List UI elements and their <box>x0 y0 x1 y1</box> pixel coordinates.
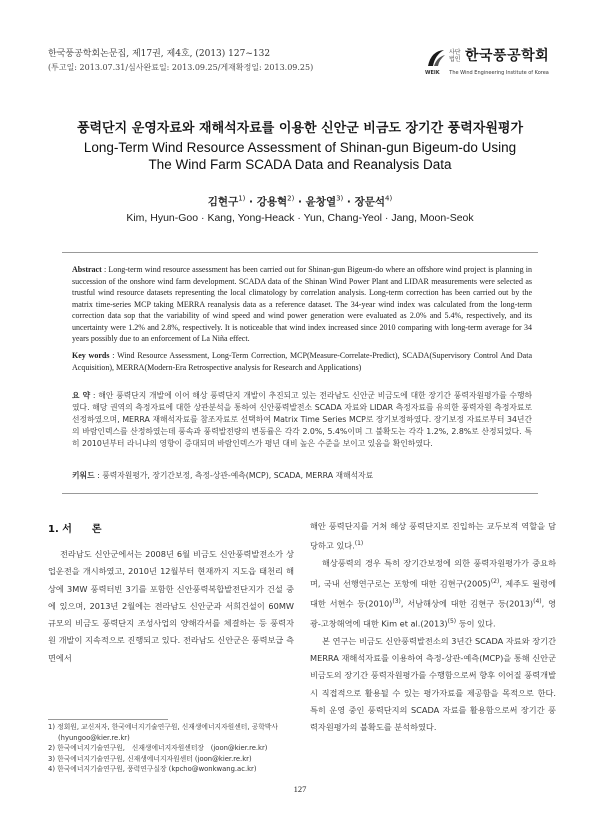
section-heading-introduction: 1. 서 론 <box>48 524 102 535</box>
abstract <box>72 264 532 345</box>
intro-paragraph-3: 본 연구는 비금도 신안풍력발전소의 3년간 SCADA 자료와 장기간 MERRA 재해석자료를 이용하여 측정-상관-예측(MCP)을 통해 신안군 비금도의 장기간 풍력자원평가를 수행함으로써 향후 이어질 풍력개발 시 직접적으로 활용될 수 있는 평가자료를 제공함을 목적으로 한다. 특히 운영 중인 풍력단지의 SCADA 자료를 활용함으로써 장기간 풍력자원평가의 불확도를 분석하였다. <box>310 635 556 733</box>
weik-logo-icon <box>425 47 447 69</box>
title-english-line2: The Wind Farm SCADA Data and Reanalysis Data <box>148 157 452 172</box>
footnote-4: 4) 한국에너지기술연구원, 풍력연구실장 (kpcho@wonkwang.ac.kr) <box>48 765 257 774</box>
keywords <box>72 350 532 373</box>
logo-weik: WEIK <box>425 70 440 76</box>
korean-summary <box>72 390 532 450</box>
author-3: 윤창열 <box>305 196 337 208</box>
keywords-ko-text: : 풍력자원평가, 장기간보정, 측정-상관-예측(MCP), SCADA, MERRA 재해석자료 <box>97 471 374 480</box>
abstract-label: Abstract <box>72 265 102 274</box>
logo-subtitle-line <box>425 70 549 76</box>
citation-4: (4) <box>533 597 542 605</box>
author-2-affil: 2) <box>287 194 295 203</box>
title-korean: 풍력단지 운영자료와 재해석자료를 이용한 신안군 비금도 장기간 풍력자원평가 <box>76 121 524 136</box>
keywords-text: : Wind Resource Assessment, Long-Term Correction, MCP(Measure-Correlate-Predict), SCADA(Supervisory Control And Data Acquisition), MERRA(Modern-Era Retrospective analysis for Research and Applications) <box>72 351 533 372</box>
intro-right-column <box>310 518 556 737</box>
author-separator: · <box>294 196 306 208</box>
logo-small-text: 사단 법인 <box>449 49 461 63</box>
authors-korean <box>0 194 600 209</box>
author-1-affil: 1) <box>238 194 246 203</box>
citation-5: (5) <box>447 617 457 625</box>
journal-citation: 한국풍공학회논문집, 제17권, 제4호, (2013) 127~132 <box>48 49 271 59</box>
page-number: 127 <box>293 784 307 794</box>
intro-text-2c: , 서남해상에 대한 김현구 등(2013) <box>400 598 534 609</box>
logo-society-name: 한국풍공학회 <box>465 48 550 64</box>
logo-english-name: The Wind Engineering Institute of Korea <box>449 70 549 76</box>
author-4-affil: 4) <box>385 194 393 203</box>
intro-paragraph-2 <box>310 555 556 632</box>
society-logo <box>425 45 555 77</box>
intro-paragraph-1-cont <box>310 518 556 555</box>
footnote-3: 3) 한국에너지기술연구원, 신재생에너지자원센터 (joon@kier.re.kr) <box>48 754 252 763</box>
footnote-divider <box>48 719 168 720</box>
keywords-label: Key words <box>72 351 110 360</box>
summary-text: : 해안 풍력단지 개발에 이어 해상 풍력단지 개발이 추진되고 있는 전라남도 신안군 비금도에 대한 장기간 풍력자원평가를 수행하였다. 해당 권역의 측정자료에 대한 상관분석을 통하여 신안풍력발전소 SCADA 자료와 LIDAR 측정자료를 유의한 풍력자원 측정자료로 선정하였으며, MERRA 재해석자료를 참조자료로 선택하여 Matrix Time Series MCP로 장기보정하였다. 장기보정 자료로부터 34년간의 바람인덱스를 산정하였는데 풍속과 풍력발전량의 변동률은 각각 2.0%, 5.4%이며 그 불확도는 각각 1.2%, 2.8%로 산정되었다. 특히 2010년부터 라니냐의 영향이 증대되며 바람인덱스가 평년 대비 높은 수준을 보이고 있음을 확인하였다. <box>72 391 533 448</box>
intro-text-2e: 등이 있다. <box>456 618 496 629</box>
intro-text-2d: , 영광-고창해역에 대한 Kim et al.(2013) <box>310 598 556 629</box>
author-separator: · <box>343 196 355 208</box>
keywords-korean <box>72 470 532 481</box>
citation-2: (2) <box>490 577 500 585</box>
keywords-ko-label: 키워드 <box>72 471 95 480</box>
authors-english: Kim, Hyun-Goo · Kang, Yong-Heack · Yun, Chang-Yeol · Jang, Moon-Seok <box>126 212 474 224</box>
journal-header <box>48 48 313 74</box>
divider-bottom <box>62 493 538 494</box>
intro-text-1: 해안 풍력단지를 거쳐 해상 풍력단지로 진입하는 교두보적 역할을 담당하고 있다. <box>310 521 556 552</box>
footnote-2: 2) 한국에너지기술연구원, 신재생에너지자원센터장 (joon@kier.re.kr) <box>48 744 268 753</box>
author-4: 장문석 <box>354 196 386 208</box>
title-english <box>40 139 560 173</box>
author-2: 강용혁 <box>256 196 288 208</box>
title-english-line1: Long-Term Wind Resource Assessment of Shinan-gun Bigeum-do Using <box>83 140 517 155</box>
author-3-affil: 3) <box>336 194 344 203</box>
divider-top <box>62 252 538 253</box>
intro-paragraph-1: 전라남도 신안군에서는 2008년 6월 비금도 신안풍력발전소가 상업운전을 개시하였고, 2010년 12월부터 현재까지 지도읍 태천리 해상에 3MW 풍력터빈 3기를 포함한 신안풍력복합발전단지가 건설 중에 있으며, 2013년 2월에는 전라남도 신안군과 서희건설이 60MW 규모의 비금도 풍력단지 조성사업의 양해각서를 체결하는 등 풍력자원 개발이 지속적으로 진행되고 있다. 전라남도 신안군은 풍력보급 측면에서 <box>48 549 294 663</box>
intro-text-2a: 해상풍력의 경우 특히 장기간보정에 의한 풍력자원평가가 중요하며, 국내 선행연구로는 포항에 대한 김현구(2005) <box>310 558 556 589</box>
footnote-1: 1) 정회원, 교신저자, 한국에너지기술연구원, 신재생에너지자원센터, 공학박사 (hyungoo@kier.re.kr) <box>48 723 278 742</box>
intro-text-2b: , 제주도 월령에 대한 서현수 등(2010) <box>310 578 557 609</box>
footnotes <box>48 722 294 775</box>
author-1: 김현구 <box>207 196 239 208</box>
author-separator: · <box>245 196 257 208</box>
citation-1: (1) <box>354 540 364 548</box>
intro-left-column <box>48 546 294 667</box>
abstract-text: : Long-term wind resource assessment has been carried out for Shinan-gun Bigeum-do where an offshore wind project is planning in succession of the onshore wind farm development. SCADA data of the Shinan Wind Power Plant and LIDAR measurements were selected as trustful wind resource datasets representing the local climatology by correlation analysis. Long-term correction has been carried out by the matrix time-series MCP taking MERRA reanalysis data as a reference dataset. The 34-year wind index was calculated from the long-term correction data sop that the variability of wind speed and wind power generation were evaluated as 2.0% and 5.4%, respectively, and its uncertainty were 1.2% and 2.8%, respectively. It is noticeable that wind index increased since 2010 comparing with long-term average for 34 years possibly due to an enforcement of La Niña effect. <box>72 265 532 343</box>
citation-3: (3) <box>392 597 401 605</box>
submission-dates: (투고일: 2013.07.31/심사완료일: 2013.09.25/게재확정일: 2013.09.25) <box>48 63 314 72</box>
summary-label: 요 약 <box>72 391 91 400</box>
